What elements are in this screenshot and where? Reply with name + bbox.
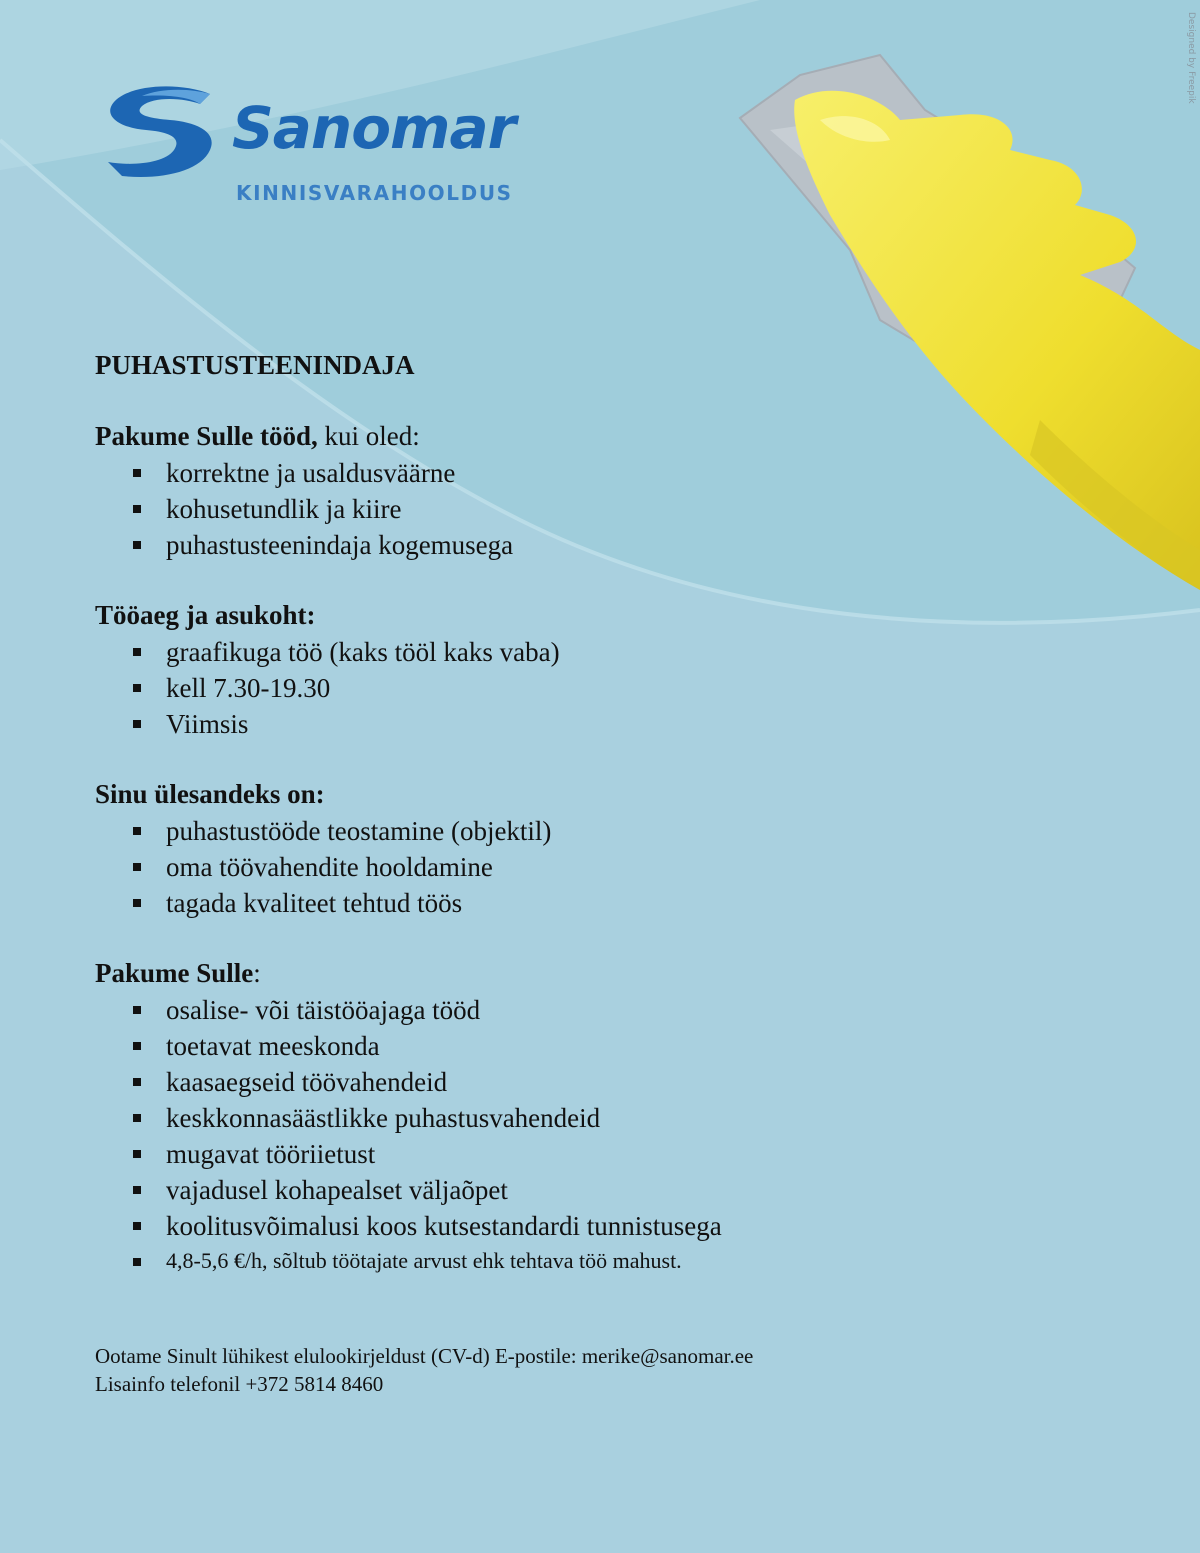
section-heading-bold: Sinu ülesandeks on: [95, 779, 325, 809]
list-item-text: graafikuga töö (kaks tööl kaks vaba) [166, 637, 560, 667]
section [95, 776, 995, 921]
section [95, 418, 995, 563]
list-item-text: vajadusel kohapealset väljaõpet [166, 1175, 508, 1205]
bullet-square-icon [133, 541, 141, 549]
section-heading-bold: Tööaeg ja asukoht: [95, 600, 316, 630]
bullet-square-icon [133, 863, 141, 871]
list-item [95, 455, 995, 491]
job-ad-content [95, 345, 995, 1312]
list-item-text: oma töövahendite hooldamine [166, 852, 493, 882]
list-item [95, 1136, 995, 1172]
list-item-text: keskkonnasäästlikke puhastusvahendeid [166, 1103, 601, 1133]
bullet-square-icon [133, 1006, 141, 1014]
contact-info [95, 1342, 753, 1398]
section-heading [95, 955, 995, 992]
image-credit: Designed by Freepik [1186, 12, 1196, 104]
section [95, 597, 995, 742]
bullet-list [95, 455, 995, 563]
list-item [95, 849, 995, 885]
bullet-square-icon [133, 827, 141, 835]
list-item-text: kaasaegseid töövahendeid [166, 1067, 448, 1097]
list-item-text: korrektne ja usaldusväärne [166, 458, 456, 488]
bullet-square-icon [133, 1042, 141, 1050]
list-item [95, 1100, 995, 1136]
list-item [95, 634, 995, 670]
list-item-text: 4,8-5,6 €/h, sõltub töötajate arvust ehk tehtava töö mahust. [166, 1248, 682, 1273]
bullet-square-icon [133, 1186, 141, 1194]
list-item-text: puhastusteenindaja kogemusega [166, 530, 514, 560]
bullet-square-icon [133, 505, 141, 513]
list-item-text: tagada kvaliteet tehtud töös [166, 888, 463, 918]
bullet-square-icon [133, 1078, 141, 1086]
list-item-text: kell 7.30-19.30 [166, 673, 331, 703]
list-item-text: koolitusvõimalusi koos kutsestandardi tunnistusega [166, 1211, 722, 1241]
list-item [95, 1028, 995, 1064]
company-logo [100, 80, 540, 220]
contact-phone-line: Lisainfo telefonil +372 5814 8460 [95, 1372, 384, 1396]
bullet-square-icon [133, 469, 141, 477]
bullet-list [95, 813, 995, 921]
list-item [95, 706, 995, 742]
section-heading [95, 418, 995, 455]
bullet-list [95, 634, 995, 742]
bullet-square-icon [133, 648, 141, 656]
logo-s-mark-icon [100, 80, 220, 180]
list-item [95, 1172, 995, 1208]
list-item [95, 1208, 995, 1244]
list-item-text: toetavat meeskonda [166, 1031, 380, 1061]
list-item [95, 670, 995, 706]
bullet-list [95, 992, 995, 1278]
logo-subtitle: KINNISVARAHOOLDUS [236, 181, 513, 205]
bullet-square-icon [133, 1150, 141, 1158]
bullet-square-icon [133, 684, 141, 692]
logo-wordmark: Sanomar [232, 94, 516, 162]
list-item-text: kohusetundlik ja kiire [166, 494, 402, 524]
list-item-text: osalise- või täistööajaga tööd [166, 995, 481, 1025]
bullet-square-icon [133, 720, 141, 728]
list-item [95, 1244, 995, 1278]
list-item-text: Viimsis [166, 709, 249, 739]
list-item-text: puhastustööde teostamine (objektil) [166, 816, 552, 846]
job-title: PUHASTUSTEENINDAJA [95, 350, 415, 380]
section-heading-rest: : [253, 958, 261, 988]
bullet-square-icon [133, 899, 141, 907]
list-item [95, 813, 995, 849]
list-item [95, 1064, 995, 1100]
list-item-text: mugavat tööriietust [166, 1139, 376, 1169]
section-heading [95, 776, 995, 813]
section-heading [95, 597, 995, 634]
section-heading-rest: kui oled: [317, 421, 420, 451]
list-item [95, 491, 995, 527]
bullet-square-icon [133, 1114, 141, 1122]
section [95, 955, 995, 1278]
bullet-square-icon [133, 1258, 141, 1266]
bullet-square-icon [133, 1222, 141, 1230]
list-item [95, 885, 995, 921]
sections [95, 418, 995, 1278]
contact-email-line: Ootame Sinult lühikest elulookirjeldust (CV-d) E-postile: merike@sanomar.ee [95, 1344, 754, 1368]
section-heading-bold: Pakume Sulle [95, 958, 254, 988]
list-item [95, 527, 995, 563]
section-heading-bold: Pakume Sulle tööd, [95, 421, 318, 451]
list-item [95, 992, 995, 1028]
